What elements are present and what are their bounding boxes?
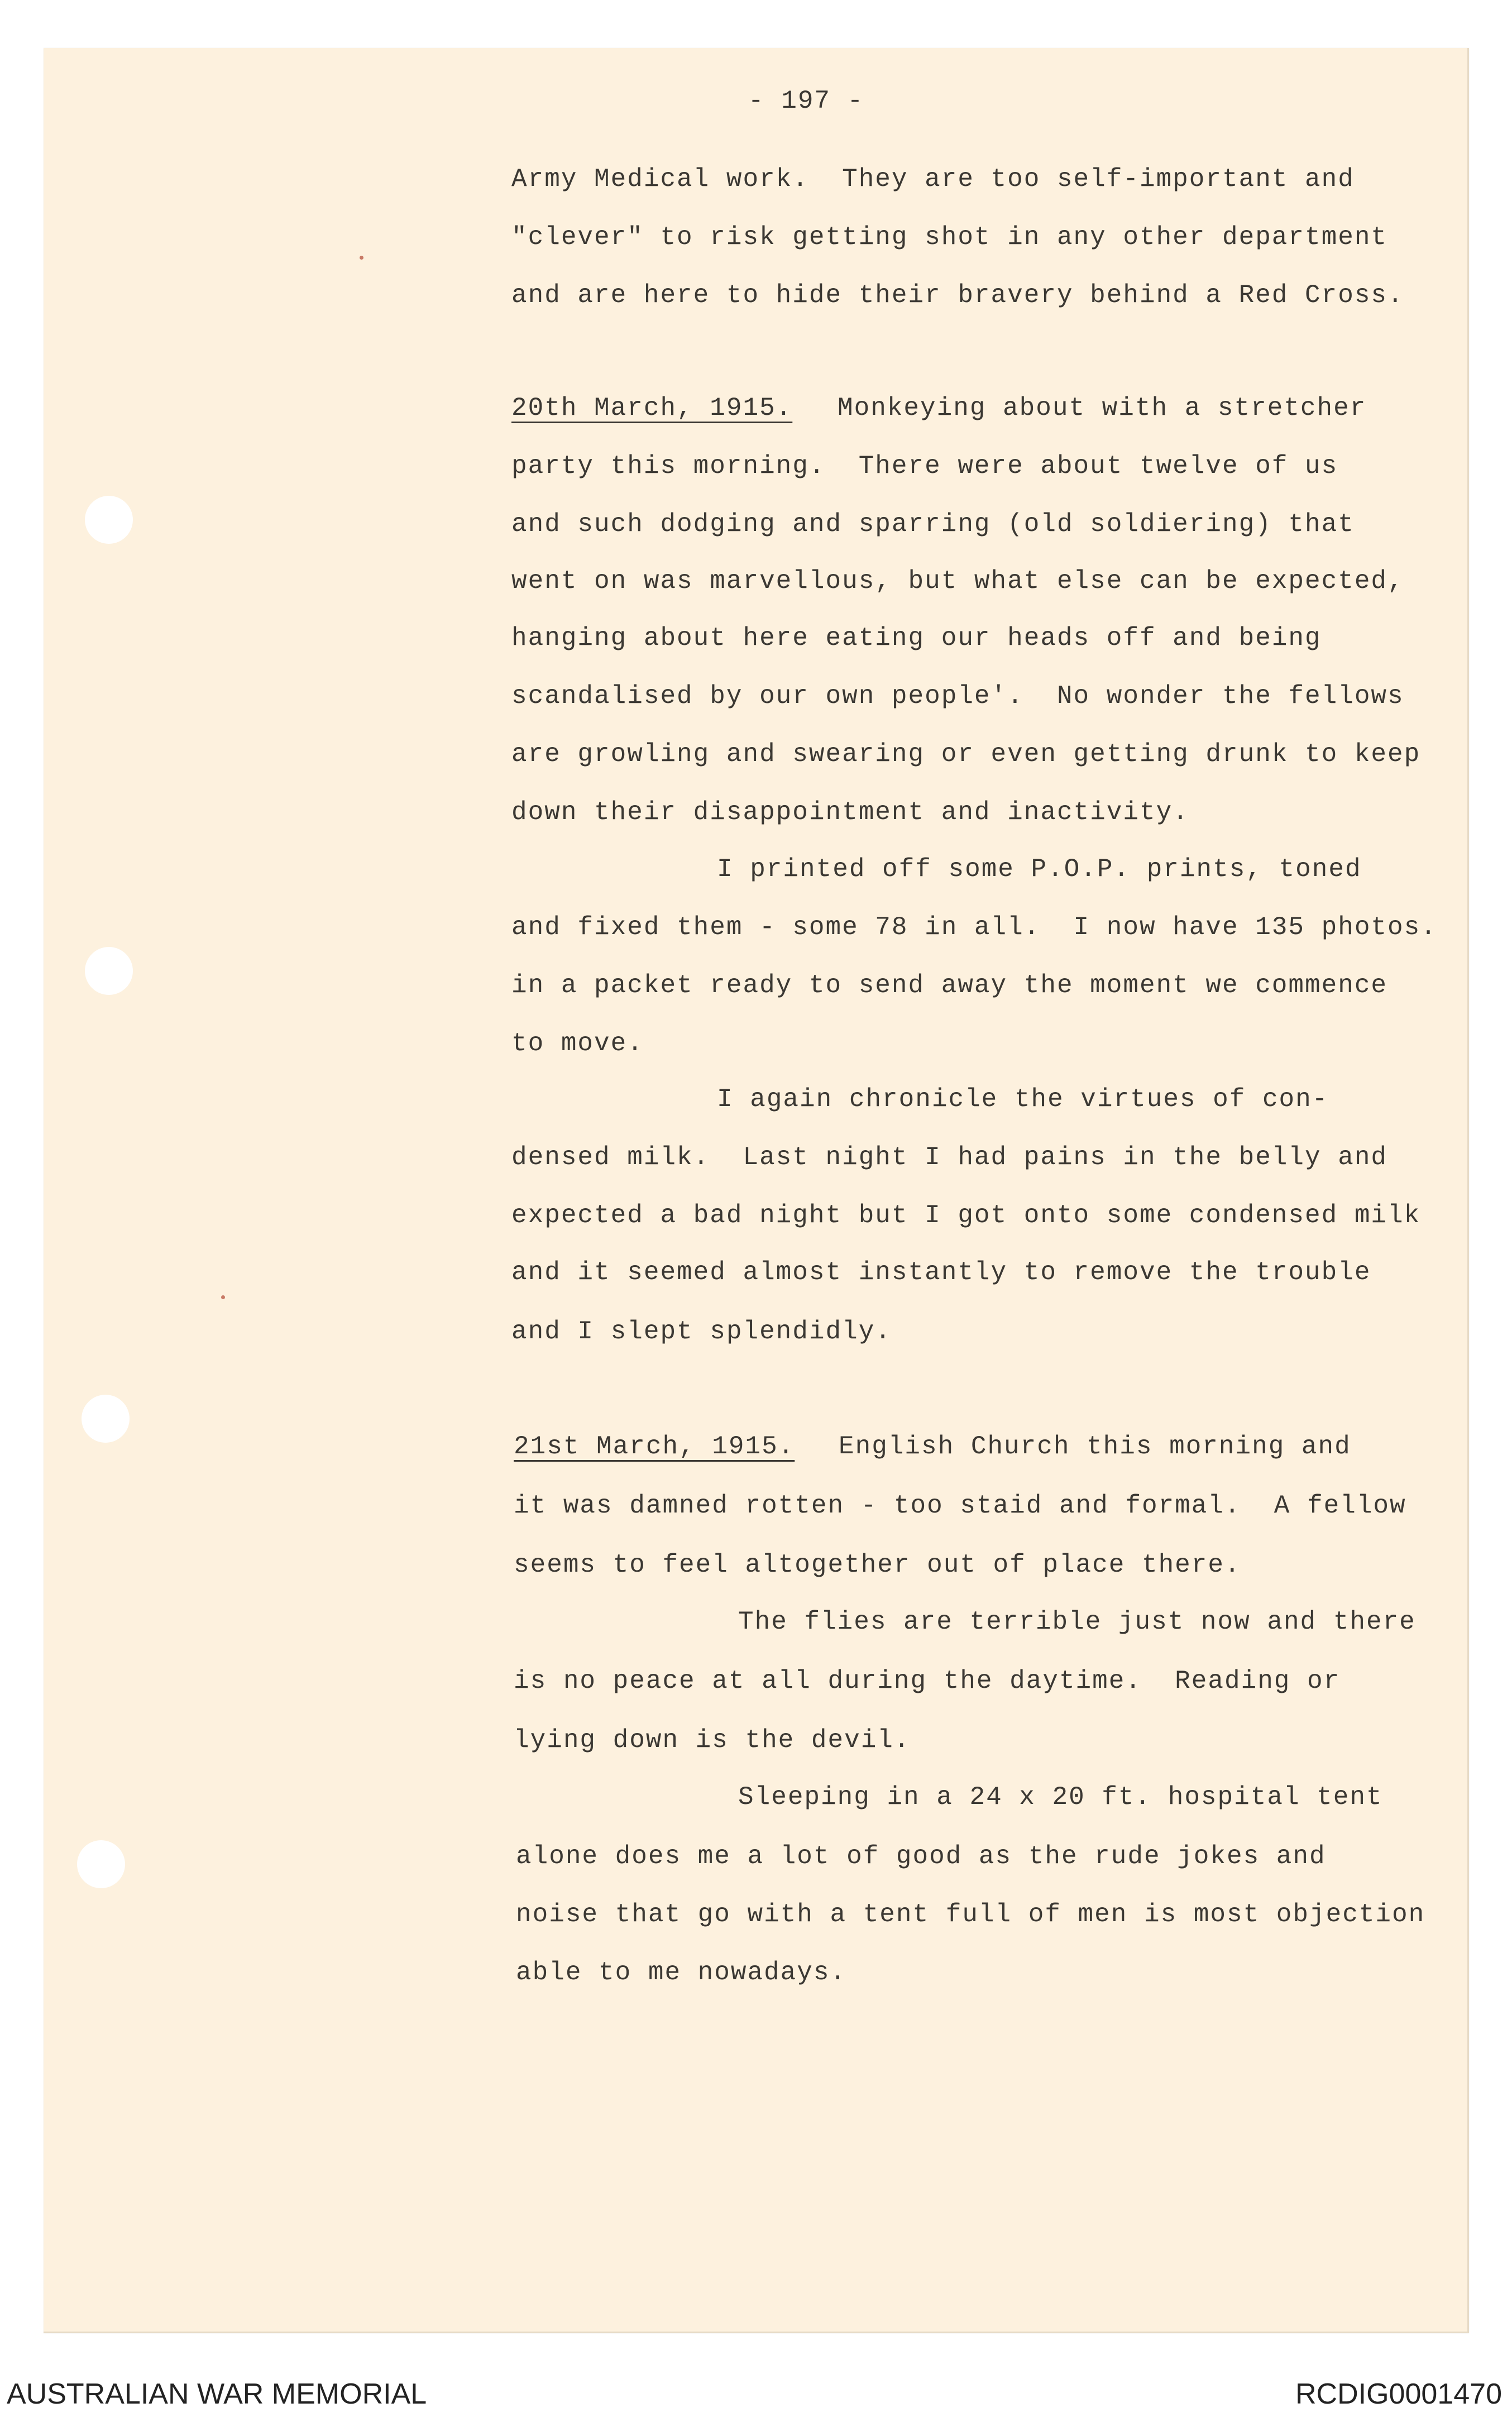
text-line: are growling and swearing or even getting drunk to keep xyxy=(511,740,1421,769)
archive-id: RCDIG0001470 xyxy=(1295,2378,1502,2410)
text-line: and such dodging and sparring (old soldiering) that xyxy=(511,510,1355,539)
entry-date: 20th March, 1915. xyxy=(511,394,793,423)
text-line: went on was marvellous, but what else can be expected, xyxy=(511,567,1404,596)
page-number: - 197 - xyxy=(748,87,864,116)
text-line: hanging about here eating our heads off and being xyxy=(511,624,1322,653)
text-line: I printed off some P.O.P. prints, toned xyxy=(717,855,1362,884)
text-line: expected a bad night but I got onto some condensed milk xyxy=(511,1201,1421,1230)
text-line: scandalised by our own people'. No wonder the fellows xyxy=(511,682,1404,711)
text-line: in a packet ready to send away the moment we commence xyxy=(511,971,1388,1000)
text-line: Army Medical work. They are too self-important and xyxy=(511,165,1355,194)
text-line: lying down is the devil. xyxy=(514,1726,911,1755)
text-line: I again chronicle the virtues of con- xyxy=(717,1085,1329,1114)
text-line: and it seemed almost instantly to remove the trouble xyxy=(511,1258,1371,1287)
paper-fleck xyxy=(360,256,363,260)
text-line: Monkeying about with a stretcher xyxy=(838,394,1367,423)
text-line: party this morning. There were about twelve of us xyxy=(511,452,1338,481)
text-line: and fixed them - some 78 in all. I now have 135 photos. xyxy=(511,913,1437,942)
text-line: seems to feel altogether out of place there. xyxy=(514,1550,1241,1579)
text-line: alone does me a lot of good as the rude jokes and xyxy=(516,1842,1326,1871)
text-line: down their disappointment and inactivity. xyxy=(511,798,1189,827)
text-line: and I slept splendidly. xyxy=(511,1317,892,1346)
text-line: "clever" to risk getting shot in any other department xyxy=(511,223,1388,252)
text-line: to move. xyxy=(511,1029,644,1058)
binder-hole xyxy=(85,947,133,995)
text-line: is no peace at all during the daytime. Reading or xyxy=(514,1667,1341,1696)
archive-credit: AUSTRALIAN WAR MEMORIAL xyxy=(7,2378,427,2410)
text-line: noise that go with a tent full of men is most objection xyxy=(516,1900,1425,1929)
text-line: densed milk. Last night I had pains in the belly and xyxy=(511,1143,1388,1172)
text-line: English Church this morning and xyxy=(839,1432,1351,1461)
paper-fleck xyxy=(221,1295,225,1299)
text-line: The flies are terrible just now and there xyxy=(738,1607,1416,1636)
text-line: and are here to hide their bravery behind a Red Cross. xyxy=(511,281,1404,310)
text-line: able to me nowadays. xyxy=(516,1958,847,1987)
binder-hole xyxy=(82,1395,130,1443)
text-line: it was damned rotten - too staid and formal. A fellow xyxy=(514,1491,1406,1520)
text-line: Sleeping in a 24 x 20 ft. hospital tent xyxy=(738,1783,1383,1812)
binder-hole xyxy=(85,496,133,544)
entry-date: 21st March, 1915. xyxy=(514,1432,795,1461)
document-page xyxy=(44,48,1469,2333)
binder-hole xyxy=(77,1840,125,1888)
